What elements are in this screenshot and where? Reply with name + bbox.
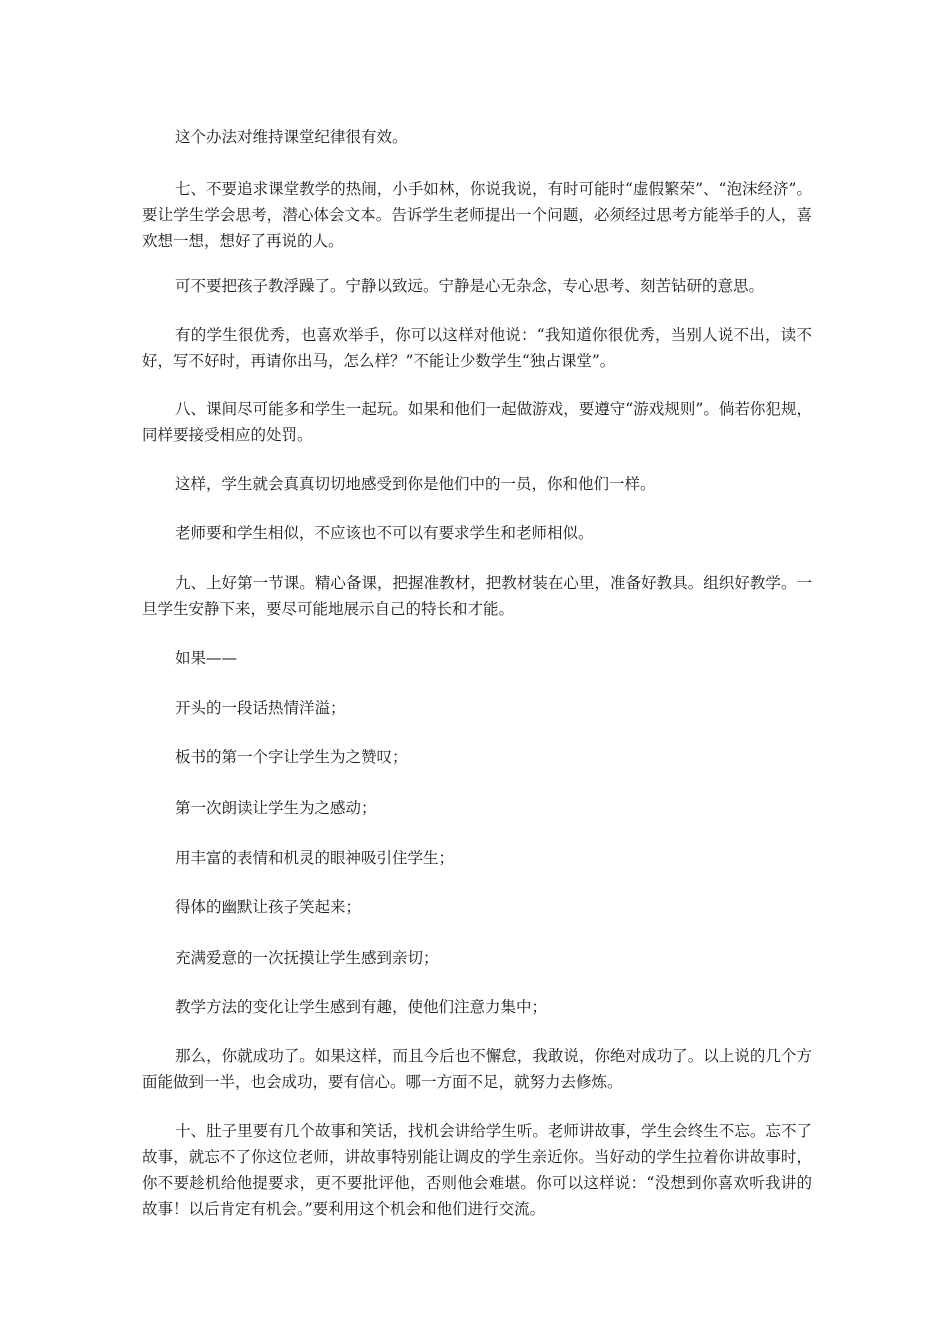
paragraph-3: 可不要把孩子教浮躁了。宁静以致远。宁静是心无杂念，专心思考、刻苦钻研的意思。 [175,277,765,295]
paragraph-5: 八、课间尽可能多和学生一起玩。如果和他们一起做游戏，要遵守“游戏规则”。倘若你犯规，同样要接受相应的处罚。 [142,400,812,444]
paragraph-13: 用丰富的表情和机灵的眼神吸引住学生； [175,849,455,867]
paragraph-6: 这样，学生就会真真切切地感受到你是他们中的一员，你和他们一样。 [175,475,656,493]
paragraph-10: 开头的一段话热情洋溢； [175,699,346,717]
paragraph-18: 十、肚子里要有几个故事和笑话，找机会讲给学生听。老师讲故事，学生会终生不忘。忘不了故事，就忘不了你这位老师，讲故事特别能让调皮的学生亲近你。当好动的学生拉着你讲故事时，你不要趁机给他提要求，更不要批评他，否则他会难堪。你可以这样说：“没想到你喜欢听我讲的故事！以后肯定有机会。”要利用这个机会和他们进行交流。 [142,1122,812,1218]
paragraph-9: 如果—— [175,649,238,667]
paragraph-14: 得体的幽默让孩子笑起来； [175,898,362,916]
paragraph-1: 这个办法对维持课堂纪律很有效。 [175,128,408,146]
paragraph-16: 教学方法的变化让学生感到有趣，使他们注意力集中； [175,998,548,1016]
paragraph-17: 那么，你就成功了。如果这样，而且今后也不懈怠，我敢说，你绝对成功了。以上说的几个方面能做到一半，也会成功，要有信心。哪一方面不足，就努力去修炼。 [142,1047,812,1091]
paragraph-12: 第一次朗读让学生为之感动； [175,799,377,817]
paragraph-11: 板书的第一个字让学生为之赞叹； [175,748,408,766]
paragraph-8: 九、上好第一节课。精心备课，把握准教材，把教材装在心里，准备好教具。组织好教学。一旦学生安静下来，要尽可能地展示自己的特长和才能。 [142,574,812,618]
paragraph-2: 七、不要追求课堂教学的热闹，小手如林，你说我说，有时可能时“虚假繁荣”、“泡沫经济”。要让学生学会思考，潜心体会文本。告诉学生老师提出一个问题，必须经过思考方能举手的人，喜欢想一想，想好了再说的人。 [142,180,812,250]
paragraph-7: 老师要和学生相似，不应该也不可以有要求学生和老师相似。 [175,524,594,542]
paragraph-4: 有的学生很优秀，也喜欢举手，你可以这样对他说：“我知道你很优秀，当别人说不出，读不好，写不好时，再请你出马，怎么样？”不能让少数学生“独占课堂”。 [142,326,812,370]
paragraph-15: 充满爱意的一次抚摸让学生感到亲切； [175,949,439,967]
